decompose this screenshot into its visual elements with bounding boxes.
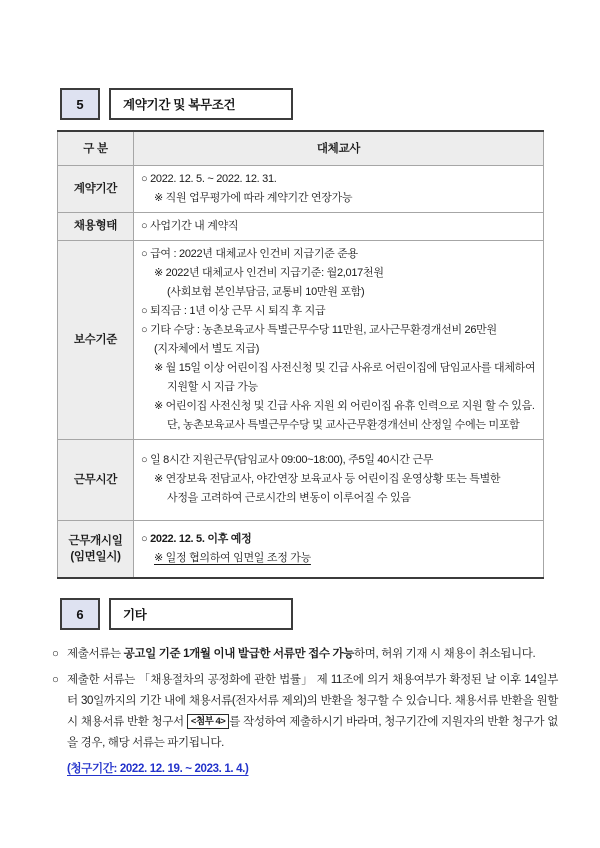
section-5-header — [60, 0, 600, 120]
cell-line: ○ 급여 : 2022년 대체교사 인건비 지급기준 준용 — [141, 247, 358, 260]
cell-line: ○ 사업기간 내 계약직 — [141, 219, 239, 232]
cell-line: ※ 2022년 대체교사 인건비 지급기준: 월2,017천원 — [154, 266, 384, 279]
cell-line: ※ 월 15일 이상 어린이집 사전신청 및 긴급 사유로 어린이집에 담임교사를 대체하여 — [154, 361, 536, 374]
section-5-number-badge: 5 — [60, 88, 100, 120]
cell-line: ※ 직원 업무평가에 따라 계약기간 연장가능 — [154, 191, 353, 204]
table-header-row — [58, 131, 544, 165]
text-segment: (청구기간: 2022. 12. 19. ~ 2023. 1. 4.) — [67, 763, 249, 775]
table-row — [58, 520, 544, 578]
table-row — [58, 240, 544, 439]
text-segment: 제출한 서류는 「채용절차의 공정화에 관한 법률」 제 11조에 의거 채용여부가 확정된 날 이후 14일부터 30일까지의 기간 내에 채용서류(전자서류 제외)의 반환을 청구할 수 있습니다. 채용서류 반환을 원할 시 채용서류 반환 청구서 — [67, 674, 558, 728]
row-content — [134, 165, 544, 212]
section-6-number-badge: 6 — [60, 598, 100, 630]
row-label: 채용형태 — [58, 212, 134, 240]
cell-line: (사회보험 본인부담금, 교통비 10만원 포함) — [167, 285, 365, 298]
row-label: 계약기간 — [58, 165, 134, 212]
cell-line: 단, 농촌보육교사 특별근무수당 및 교사근무환경개선비 산정일 수에는 미포함 — [167, 418, 520, 431]
cell-line: 지원할 시 지급 가능 — [167, 380, 258, 393]
row-content — [134, 212, 544, 240]
row-content — [134, 520, 544, 578]
text-segment: 를 작성하여 제출하시기 바라며, 청구기간에 지원자의 반환 청구가 없을 경우, 해당 서류는 파기됩니다. — [67, 716, 558, 749]
table-row — [58, 165, 544, 212]
contract-conditions-table — [57, 130, 544, 579]
table-body — [58, 165, 544, 578]
text-segment: 제출서류는 — [67, 648, 124, 660]
section-6-title: 기타 — [109, 598, 293, 630]
cell-line: ○ 2022. 12. 5. 이후 예정 — [141, 532, 252, 545]
row-label: 근무개시일 (임면일시) — [58, 520, 134, 578]
section-5-title: 계약기간 및 복무조건 — [109, 88, 293, 120]
cell-line: 사정을 고려하여 근로시간의 변동이 이루어질 수 있음 — [167, 492, 411, 504]
bullet-marker — [52, 759, 67, 780]
bullet-marker: ○ — [52, 674, 59, 686]
note-text — [67, 759, 558, 780]
cell-line: ○ 일 8시간 지원근무(담임교사 09:00~18:00), 주5일 40시간 근무 — [141, 454, 434, 466]
cell-line: ※ 연장보육 전담교사, 야간연장 보육교사 등 어린이집 운영상황 또는 특별한 — [154, 473, 501, 485]
note-item — [52, 644, 558, 665]
cell-line: ○ 기타 수당 : 농촌보육교사 특별근무수당 11만원, 교사근무환경개선비 26만원 — [141, 323, 497, 336]
header-cell-substitute-teacher: 대체교사 — [134, 131, 544, 165]
bullet-marker: ○ — [52, 648, 59, 660]
note-text — [67, 670, 558, 754]
table-header — [58, 131, 544, 165]
note-item — [52, 670, 558, 754]
text-segment: 공고일 기준 1개월 이내 발급한 서류만 접수 가능 — [123, 648, 355, 660]
row-content — [134, 439, 544, 520]
text-segment: 하며, 허위 기재 시 채용이 취소됩니다. — [354, 648, 536, 660]
notes-list — [52, 644, 558, 780]
cell-line: ○ 2022. 12. 5. ~ 2022. 12. 31. — [141, 172, 277, 185]
note-text — [67, 644, 558, 665]
cell-line: ※ 어린이집 사전신청 및 긴급 사유 지원 외 어린이집 유휴 인력으로 지원 할 수 있음. — [154, 399, 535, 412]
table-row — [58, 212, 544, 240]
row-label: 근무시간 — [58, 439, 134, 520]
header-cell-category: 구 분 — [58, 131, 134, 165]
table-row — [58, 439, 544, 520]
note-item — [52, 759, 558, 780]
cell-line: ○ 퇴직금 : 1년 이상 근무 시 퇴직 후 지급 — [141, 304, 326, 317]
section-6-header — [60, 598, 600, 630]
row-label: 보수기준 — [58, 240, 134, 439]
attachment-4-ref: <첨부 4> — [187, 714, 229, 729]
row-content — [134, 240, 544, 439]
cell-line: (지자체에서 별도 지급) — [154, 342, 260, 355]
cell-line: ※ 일정 협의하여 임면일 조정 가능 — [154, 551, 311, 564]
